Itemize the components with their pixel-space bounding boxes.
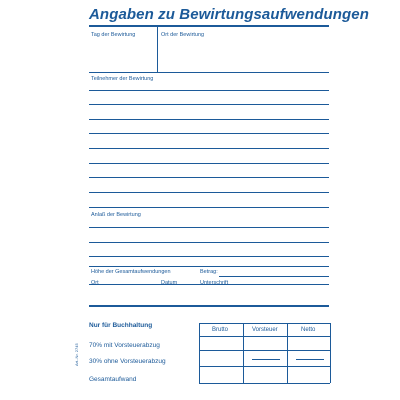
row-label-gesamtaufwand: Gesamtaufwand xyxy=(89,376,137,383)
col-header-netto: Netto xyxy=(301,327,316,333)
title-underline xyxy=(89,25,329,27)
section-divider xyxy=(89,305,329,307)
writing-line xyxy=(89,192,329,193)
table-line xyxy=(199,366,330,367)
row-label-30: 30% ohne Vorsteuerabzug xyxy=(89,358,166,365)
writing-line xyxy=(89,163,329,164)
writing-line xyxy=(89,90,329,91)
writing-line xyxy=(89,133,329,134)
betrag-line xyxy=(219,276,329,277)
col-header-brutto: Brutto xyxy=(212,327,229,333)
table-line xyxy=(199,323,330,324)
netto-dash xyxy=(296,359,324,360)
table-line xyxy=(243,323,244,383)
table-line xyxy=(330,323,331,383)
writing-line xyxy=(89,104,329,105)
form-title: Angaben zu Bewirtungsaufwendungen xyxy=(89,6,369,23)
label-hoehe-gesamtaufwendungen: Höhe der Gesamtaufwendungen xyxy=(91,269,171,275)
writing-line xyxy=(89,148,329,149)
writing-line xyxy=(89,242,329,243)
divider-line xyxy=(89,266,329,267)
date-place-divider xyxy=(157,27,158,72)
writing-line xyxy=(89,256,329,257)
label-unterschrift: Unterschrift xyxy=(200,280,229,286)
label-betrag: Betrag: xyxy=(200,269,218,275)
vorsteuer-dash xyxy=(252,359,280,360)
article-number: Art.-Nr. 2745 xyxy=(74,343,79,366)
label-ort-der-bewirtung: Ort der Bewirtung xyxy=(161,32,205,38)
writing-line xyxy=(89,177,329,178)
col-header-vorsteuer: Vorsteuer xyxy=(252,327,278,333)
divider-line xyxy=(89,72,329,73)
label-teilnehmer: Teilnehmer der Bewirtung xyxy=(91,76,154,82)
divider-line xyxy=(89,207,329,208)
table-line xyxy=(199,336,330,337)
writing-line xyxy=(89,119,329,120)
table-line xyxy=(199,350,330,351)
label-tag-der-bewirtung: Tag der Bewirtung xyxy=(91,32,136,38)
table-line xyxy=(199,323,200,383)
table-line xyxy=(199,383,330,384)
table-line xyxy=(287,323,288,383)
buchhaltung-heading: Nur für Buchhaltung xyxy=(89,322,153,329)
row-label-70: 70% mit Vorsteuerabzug xyxy=(89,342,160,349)
writing-line xyxy=(89,227,329,228)
label-anlass: Anlaß der Bewirtung xyxy=(91,212,141,218)
label-datum: Datum xyxy=(161,280,178,286)
label-ort: Ort xyxy=(91,280,99,286)
